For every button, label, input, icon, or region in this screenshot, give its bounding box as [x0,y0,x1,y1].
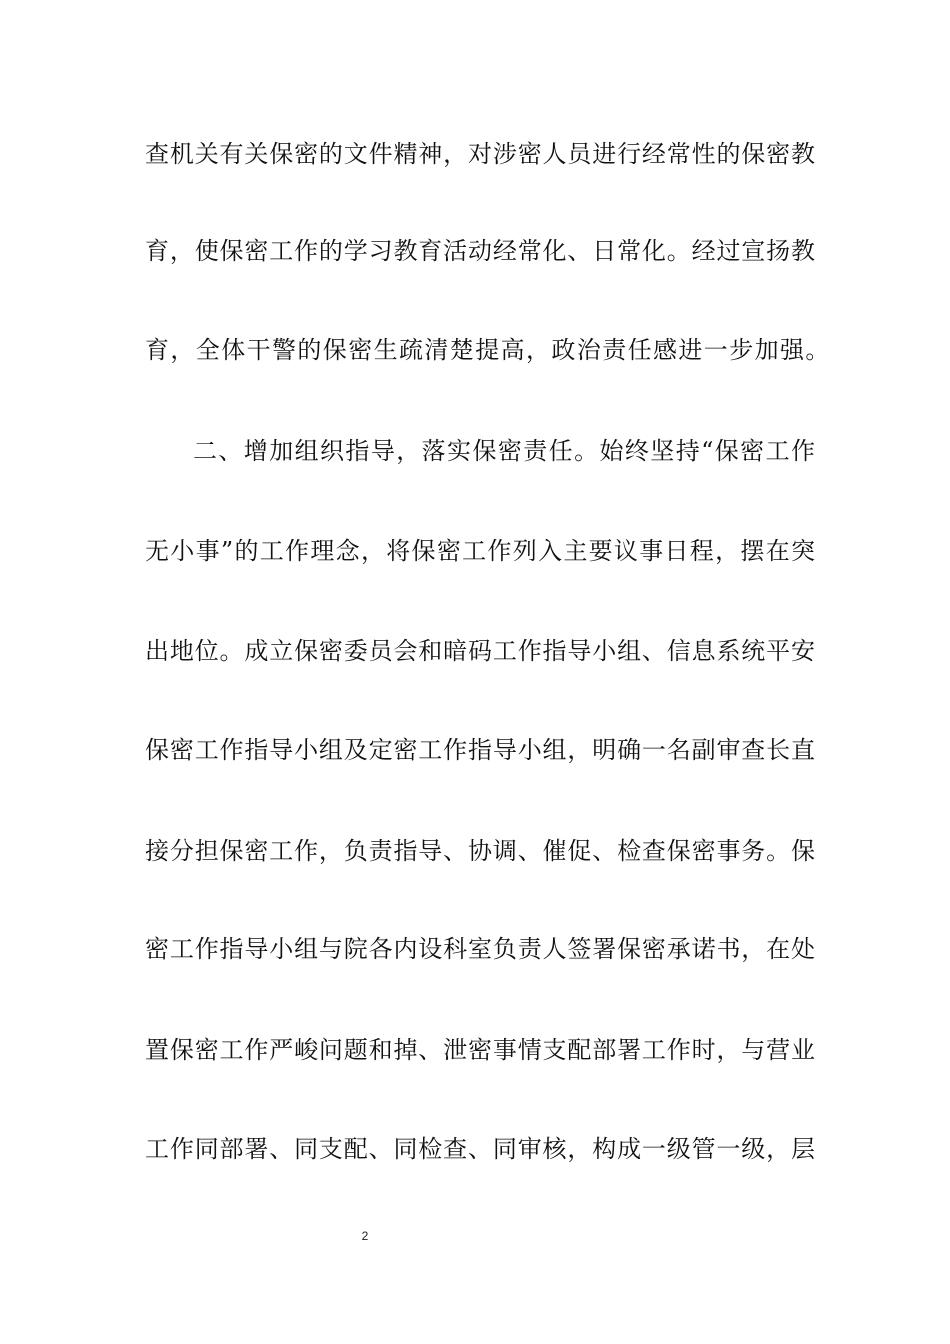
text-line-1: 查机关有关保密的文件精神，对涉密人员进行经常性的保密教 [145,140,815,168]
text-line-6: 出地位。成立保密委员会和暗码工作指导小组、信息系统平安 [145,637,815,665]
text-line-10: 置保密工作严峻问题和掉、泄密事情支配部署工作时，与营业 [145,1036,815,1064]
text-line-9: 密工作指导小组与院各内设科室负责人签署保密承诺书，在处 [145,935,815,963]
text-line-5: 无小事”的工作理念，将保密工作列入主要议事日程，摆在突 [145,537,815,565]
text-line-4: 二、增加组织指导，落实保密责任。始终坚持“保密工作 [193,437,815,465]
page-number: 2 [361,1229,369,1243]
text-line-8: 接分担保密工作，负责指导、协调、催促、检查保密事务。保 [145,837,815,865]
text-line-3: 育，全体干警的保密生疏清楚提高，政治责任感进一步加强。 [145,336,831,364]
text-line-2: 育，使保密工作的学习教育活动经常化、日常化。经过宣扬教 [145,237,815,265]
text-line-7: 保密工作指导小组及定密工作指导小组，明确一名副审查长直 [145,736,815,764]
text-line-11: 工作同部署、同支配、同检查、同审核，构成一级管一级，层 [145,1135,815,1163]
